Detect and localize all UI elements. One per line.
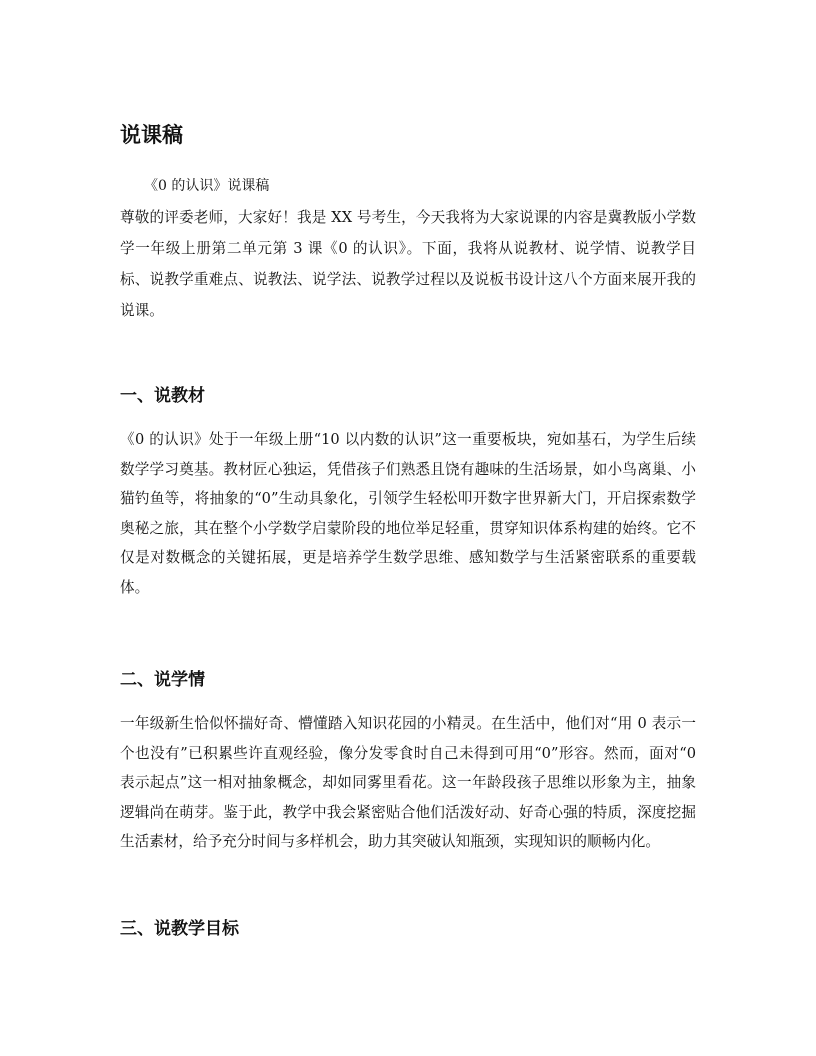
section-body-textbook: 《0 的认识》处于一年级上册“10 以内数的认识”这一重要板块，宛如基石，为学生后续数学学习奠基。教材匠心独运，凭借孩子们熟悉且饶有趣味的生活场景，如小鸟离巢、小猫钓鱼等，将抽象的“0”生动具象化，引领学生轻松叩开数字世界新大门，开启探索数学奥秘之旅，其在整个小学数学启蒙阶段的地位举足轻重，贯穿知识体系构建的始终。它不仅是对数概念的关键拓展，更是培养学生数学思维、感知数学与生活紧密联系的重要载体。 xyxy=(120,431,696,596)
section-heading-students: 二、说学情 xyxy=(120,670,205,690)
document-subtitle: 《0 的认识》说课稿 xyxy=(144,178,270,194)
document-title: 说课稿 xyxy=(120,123,183,147)
section-heading-textbook: 一、说教材 xyxy=(120,386,205,406)
intro-paragraph: 尊敬的评委老师，大家好！我是 XX 号考生，今天我将为大家说课的内容是冀教版小学数学一年级上册第二单元第 3 课《0 的认识》。下面，我将从说教材、说学情、说教学目标、说教学重难点、说教法、说学法、说教学过程以及说板书设计这八个方面来展开我的说课。 xyxy=(120,209,696,319)
section-heading-objectives: 三、说教学目标 xyxy=(120,919,239,939)
section-body-students: 一年级新生恰似怀揣好奇、懵懂踏入知识花园的小精灵。在生活中，他们对“用 0 表示一个也没有”已积累些许直观经验，像分发零食时自己未得到可用“0”形容。然而，面对“0 表示起点”这一相对抽象概念，却如同雾里看花。这一年龄段孩子思维以形象为主，抽象逻辑尚在萌芽。鉴于此，教学中我会紧密贴合他们活泼好动、好奇心强的特质，深度挖掘生活素材，给予充分时间与多样机会，助力其突破认知瓶颈，实现知识的顺畅内化。 xyxy=(120,715,696,851)
